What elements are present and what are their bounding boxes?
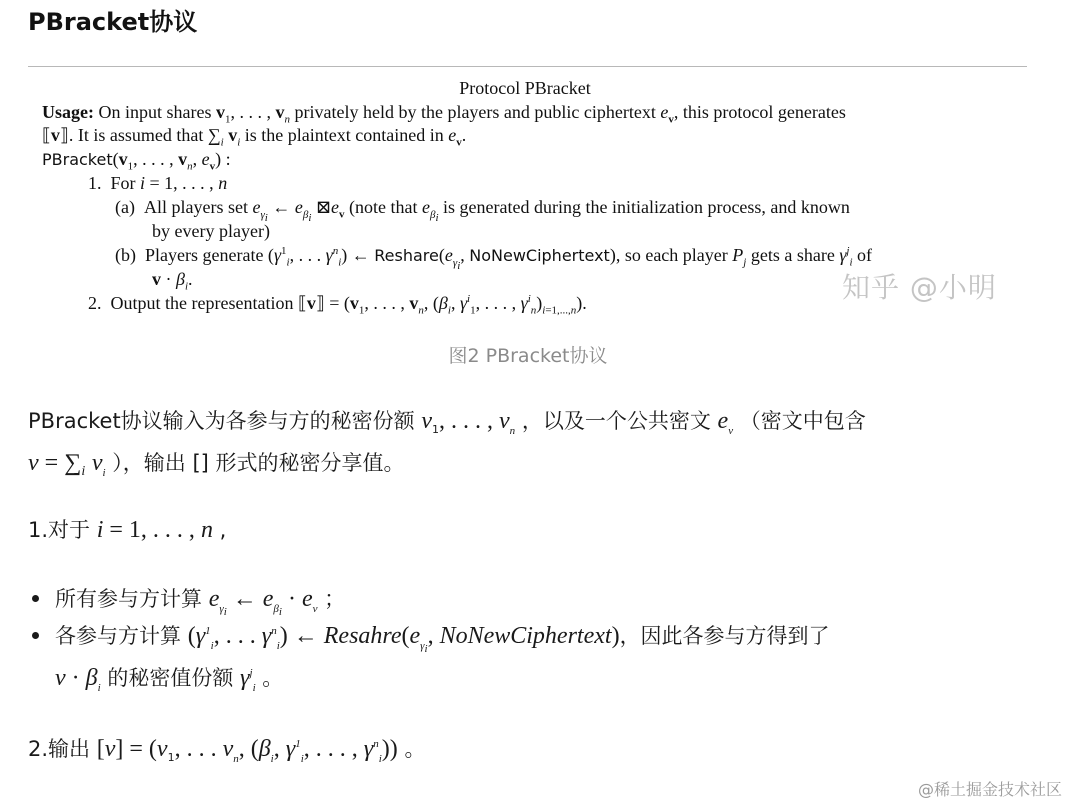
usage-line-1 <box>42 102 846 126</box>
figure-caption: 图2 PBracket协议 <box>448 345 608 367</box>
body-bullet-2-line-2: $v \cdot \beta_i$ 的秘密值份额 $\gamma^j_i$ 。 <box>55 665 284 694</box>
usage-line-2: ⟦v⟧. It is assumed that $\sum_i$ $v_i$ is the plaintext contained in $e_v$. <box>42 125 467 149</box>
body-paragraph-line-2: $v = \sum_i$ $v_i$ ），输出 [] 形式的秘密分享值。 <box>28 450 405 480</box>
bullet-dot <box>32 632 39 639</box>
page-title: PBracket协议 <box>28 8 198 36</box>
figure-step-2: 2. Output the representation ⟦v⟧ = ($v_1$, . . . , $v_n$, ($\beta_i$, $\gamma^i_1$, . . . , $\gamma^i_n)_{i=1,...,n}$). <box>88 293 587 317</box>
body-step-2: 2.输出 $[v] = (v_1$, . . . $v_n$, ($\beta_i$, $\gamma^1_i$, . . . , $\gamma^n_i$)) 。 <box>28 736 426 765</box>
body-paragraph-line-1: PBracket协议输入为各参与方的秘密份额 $v_1$, . . . , $v_n$ ，以及一个公共密文 $e_v$ （密文中包含 <box>28 408 866 437</box>
zhihu-watermark: 知乎 @小明 <box>842 271 997 304</box>
bullet-dot <box>32 595 39 602</box>
source-watermark: @稀土掘金技术社区 <box>917 780 1062 799</box>
body-bullet-2-line-1: 各参与方计算 ($\gamma^1_i$, . . . $\gamma^n_i$) ← $Resahre(e_{\gamma_i}$, NoNewCiphertext)，因此各参与方得到了 <box>32 620 830 655</box>
figure-step-1a: (a) All players set $e_{\gamma_i}$ ← $e_{\beta_i}$ $⊠e_v$ (note that $e_{\beta_i}$ is generated during the initialization process, and known <box>115 197 850 224</box>
figure-step-1b: (b) Players generate ($\gamma^1_i$, . . . $\gamma^n_i$) ← $Reshare(e_{\gamma_i}$, NoNewCiphertext), so each player $P_j$ gets a share $\gamma^j_i$ of <box>115 245 873 272</box>
usage-label: Usage: <box>42 102 94 122</box>
pbracket-call: $PBracket(v_1$, . . . , $v_n$, $e_v$) : <box>42 149 231 173</box>
figure-step-1b-cont: $v \cdot \beta_i$. <box>152 269 193 293</box>
figure-heading: Protocol PBracket <box>459 78 591 98</box>
body-step-1: 1.对于 i = 1, . . . , n , <box>28 517 227 543</box>
figure-step-1a-cont: by every player) <box>152 221 270 241</box>
figure-step-1: 1. For i = 1, . . . , n <box>88 173 228 193</box>
title-divider <box>28 66 1027 67</box>
usage-text-1: On input shares $v_1$, . . . , $v_n$ privately held by the players and public ciphertext $e_v$, this protocol generates <box>98 102 846 126</box>
body-bullet-1: 所有参与方计算 $e_{\gamma_i}$ ← $e_{\beta_i} \cdot e_v$ ； <box>32 583 345 618</box>
